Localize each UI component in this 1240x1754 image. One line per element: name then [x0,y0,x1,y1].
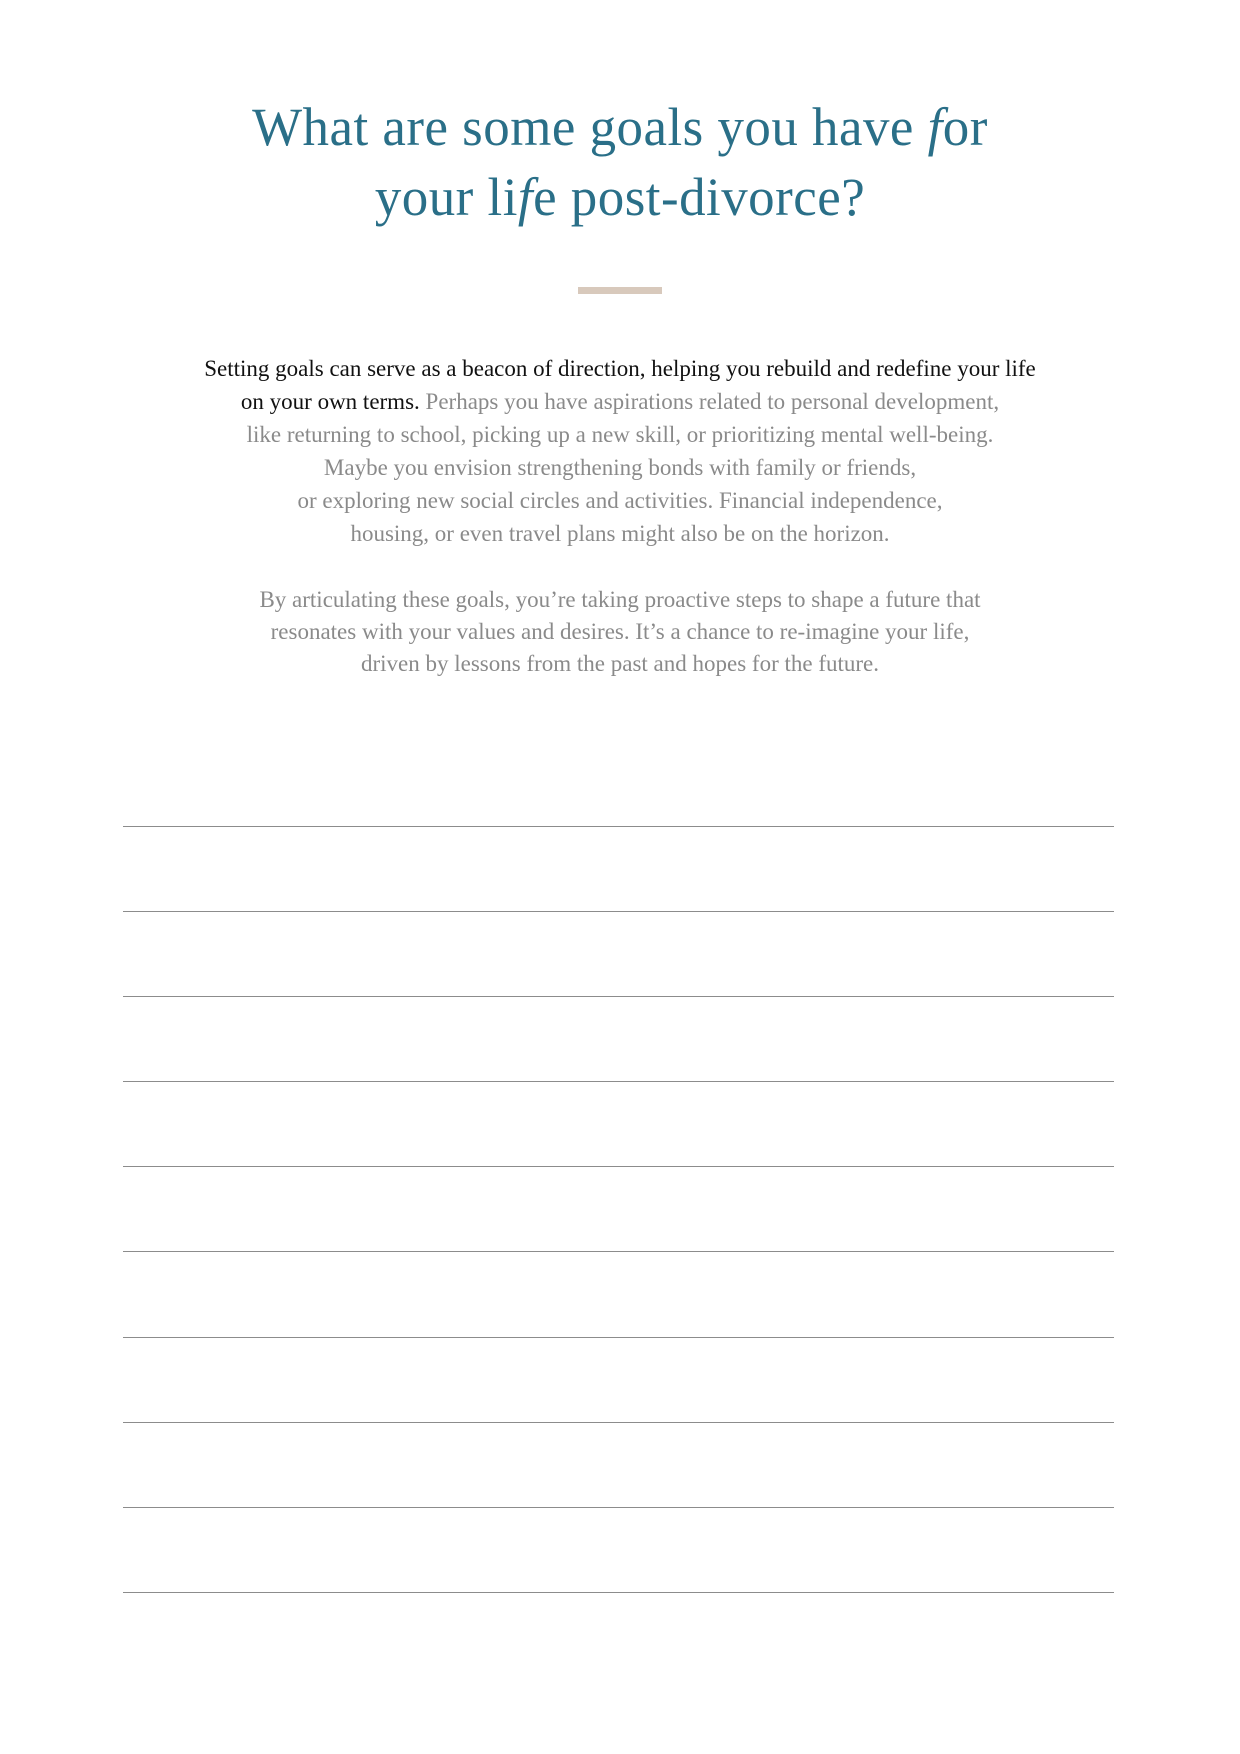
paragraph-line [0,418,1240,451]
body-text: or exploring new social circles and activities. Financial independence, [297,488,943,513]
paragraph-line [0,352,1240,385]
paragraph-line [0,451,1240,484]
writing-line[interactable] [123,1422,1114,1423]
body-text: housing, or even travel plans might also be on the horizon. [350,521,890,546]
closing-paragraph [0,584,1240,680]
paragraph-line: resonates with your values and desires. It’s a chance to re-imagine your life, [270,619,970,644]
paragraph-line [0,484,1240,517]
page-title [12,92,1227,232]
writing-line[interactable] [123,1166,1114,1167]
title-italic-glyph: f [927,97,943,157]
paragraph-line [0,385,1240,418]
body-text: like returning to school, picking up a new skill, or prioritizing mental well-being. [246,422,994,447]
title-text: e post-divorce? [533,167,866,227]
title-divider [578,287,662,294]
writing-line[interactable] [123,996,1114,997]
paragraph-line: By articulating these goals, you’re taking proactive steps to shape a future that [259,587,981,612]
writing-line[interactable] [123,1337,1114,1338]
writing-line[interactable] [123,1081,1114,1082]
title-italic-glyph: f [517,167,534,227]
body-text: Maybe you envision strengthening bonds with family or friends, [323,455,917,480]
title-line-2 [12,162,1227,232]
lead-text: Setting goals can serve as a beacon of direction, helping you rebuild and redefine your life [204,356,1036,381]
writing-line[interactable] [123,1592,1114,1593]
intro-paragraph [0,352,1240,550]
paragraph-line: driven by lessons from the past and hopes for the future. [360,651,880,676]
lead-text: on your own terms. [240,389,420,414]
writing-line[interactable] [123,911,1114,912]
body-text: Perhaps you have aspirations related to personal development, [419,389,1000,414]
title-text: your li [374,167,518,227]
title-line-1 [12,92,1227,162]
paragraph-line [0,517,1240,550]
title-text: What are some goals you have [252,97,928,157]
writing-line[interactable] [123,1507,1114,1508]
writing-line[interactable] [123,1251,1114,1252]
title-text: or [942,97,988,157]
writing-line[interactable] [123,826,1114,827]
